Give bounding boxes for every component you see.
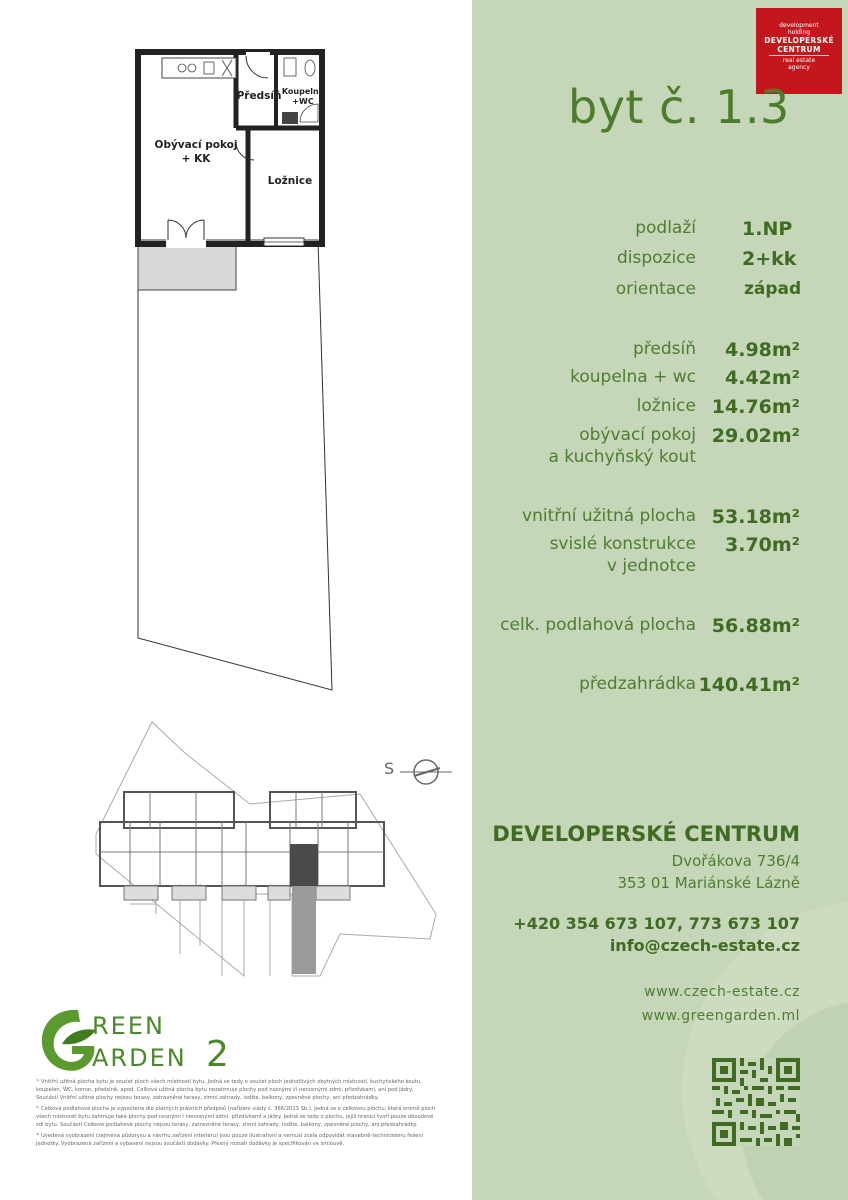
logo-name: DEVELOPERSKÉ xyxy=(764,36,834,45)
area-label: ložnice xyxy=(636,396,696,416)
floor-plan xyxy=(0,0,472,720)
footnote: ³⁾ Uvedená vyobrazení (zejména půdorysu a návrhu zařízení interiéru) jsou pouze ilustrativní a nemusí zcela odpovídat stavebně-technickému řešení jednotky. Vyobrazená zařízení a vybavení nejsou součástí dodávky. Přesný rozsah dodávky je specifikován ve smlouvě. xyxy=(36,1133,424,1147)
area-label: předzahrádka xyxy=(579,674,696,694)
garden-outline xyxy=(138,240,332,690)
address-street: Dvořákova 736/4 xyxy=(671,852,800,870)
detail-label: podlaží xyxy=(635,218,696,238)
detail-value: západ xyxy=(744,279,802,299)
logo-tagline: agency xyxy=(788,64,810,71)
area-label: obývací pokoj xyxy=(579,425,696,445)
highlighted-garden xyxy=(292,886,316,974)
room-label-wc: +WC xyxy=(292,97,314,106)
highlighted-unit xyxy=(290,844,318,886)
area-label: předsíň xyxy=(632,339,696,359)
web-link[interactable]: www.greengarden.ml xyxy=(641,1008,800,1024)
room-label-obyvaci: Obývací pokoj xyxy=(154,139,238,151)
qr-code-icon xyxy=(712,1058,800,1146)
green-garden-logo xyxy=(34,1000,244,1080)
logo-tagline: holding xyxy=(787,29,811,36)
detail-value: 1.NP xyxy=(742,218,793,240)
logo-tagline: real estate xyxy=(782,57,816,64)
area-value: 140.41m² xyxy=(698,674,800,696)
footnote: ¹⁾ Vnitřní užitná plocha bytu je součet ploch všech místností bytu. Jedná se tedy o součet ploch jednotlivých obytných místností, kuchyňského koutu, koupelen, WC, komor, předsíně, apod. Celková užitná plocha bytu nezahrnuje plochy pod nosnými či nenosnými zdmi, přizdívkami, ani pod jádry. Součástí Vnitřní užitné plochy nejsou terasy, zatravněné terasy, zimní zahrady, lodžie, balkony, zpevněné plochy, ani předzahrádky. xyxy=(36,1079,422,1101)
area-value: 29.02m² xyxy=(711,425,800,447)
area-value: 3.70m² xyxy=(725,534,800,556)
area-label: koupelna + wc xyxy=(570,367,696,387)
detail-value: 2+kk xyxy=(742,248,797,270)
area-label: celk. podlahová plocha xyxy=(500,615,696,635)
room-label-kk: + KK xyxy=(181,153,211,165)
area-value: 56.88m² xyxy=(711,615,800,637)
detail-label: orientace xyxy=(615,279,696,299)
area-label: svislé konstrukce xyxy=(549,534,696,554)
brand-number: 2 xyxy=(206,1034,229,1075)
area-value: 53.18m² xyxy=(711,506,800,528)
room-label-predsin: Předsíň xyxy=(236,90,282,102)
terrace xyxy=(138,244,236,290)
building-block xyxy=(100,822,384,886)
brand-word-1: REEN xyxy=(92,1012,165,1040)
company-name: DEVELOPERSKÉ CENTRUM xyxy=(492,822,800,846)
area-value: 4.42m² xyxy=(725,367,800,389)
compass-label: S xyxy=(384,759,395,778)
detail-label: dispozice xyxy=(616,248,696,268)
logo-name: CENTRUM xyxy=(777,45,821,54)
room-label-koupelna: Koupelna xyxy=(281,87,325,96)
brand-word-2: ARDEN xyxy=(92,1044,187,1072)
right-panel xyxy=(472,0,848,1200)
address-city: 353 01 Mariánské Lázně xyxy=(617,874,800,892)
page-title: byt č. 1.3 xyxy=(568,80,790,134)
kitchen-counter xyxy=(162,58,236,78)
area-label: vnitřní užitná plocha xyxy=(522,506,696,526)
logo-tagline: development xyxy=(779,22,819,29)
area-label: v jednotce xyxy=(606,556,696,576)
footnotes xyxy=(36,1078,436,1151)
phone-numbers[interactable]: +420 354 673 107, 773 673 107 xyxy=(513,914,800,933)
area-value: 4.98m² xyxy=(725,339,800,361)
footnote: ²⁾ Celková podlahová plocha je vypočtena dle platných právních předpisů (nařízení vlády č. 366/2013 Sb.). Jedná se o celkovou plochu, která kromě ploch všech místností bytu zahrnuje také plochy pod nosnými i nenosnými zdmi, přizdívkami a jádry. Jedná se tedy o plochu, jejíž hranici tvoří pouze obvodové zdi bytu. Součástí Celkové podlahové plochy nejsou terasy, zatravněné terasy, zimní zahrady, lodžie, balkony, zpevněné plochy, ani předzahrádky. xyxy=(36,1106,436,1128)
room-label-loznice: Ložnice xyxy=(267,175,313,187)
area-label: a kuchyňský kout xyxy=(548,447,696,467)
email-link[interactable]: info@czech-estate.cz xyxy=(609,936,800,955)
site-plan xyxy=(0,714,472,994)
web-link[interactable]: www.czech-estate.cz xyxy=(644,984,800,1000)
area-value: 14.76m² xyxy=(711,396,800,418)
